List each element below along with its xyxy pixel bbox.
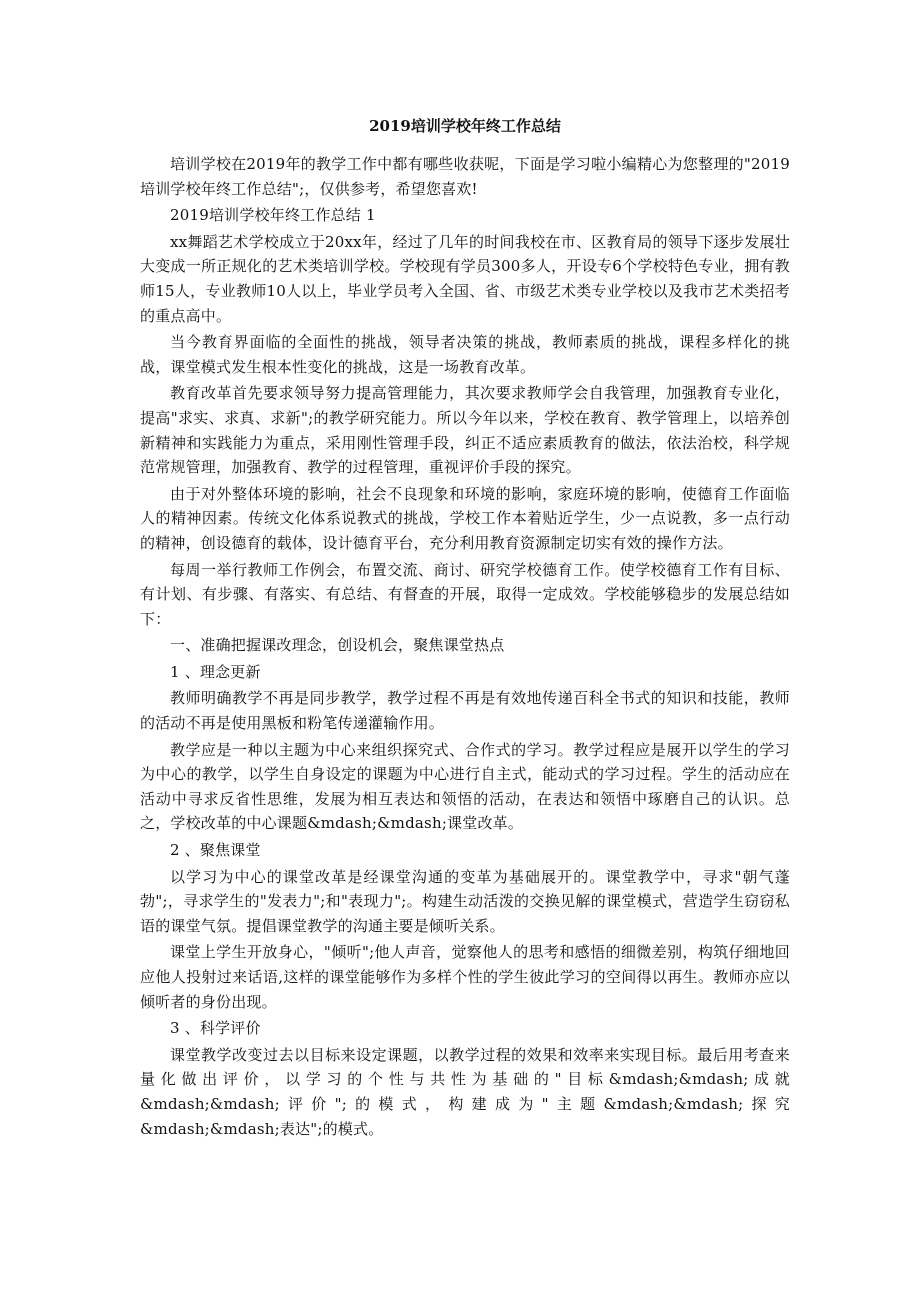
section-heading: 2019培训学校年终工作总结 1 [170, 206, 376, 225]
document-body [140, 152, 790, 1141]
body-paragraph: 每周一举行教师工作例会，布置交流、商讨、研究学校德育工作。使学校德育工作有目标、有计划、有步骤、有落实、有总结、有督查的开展，取得一定成效。学校能够稳步的发展总结如下： [140, 560, 790, 628]
subsection-heading: 一、准确把握课改理念，创设机会，聚焦课堂热点 [170, 636, 505, 655]
body-paragraph: 教育改革首先要求领导努力提高管理能力，其次要求教师学会自我管理，加强教育专业化，提高"求实、求真、求新";的教学研究能力。所以今年以来，学校在教育、教学管理上，以培养创新精神和实践能力为重点，采用刚性管理手段，纠正不适应素质教育的做法，依法治校，科学规范常规管理，加强教育、教学的过程管理，重视评价手段的探究。 [140, 384, 790, 477]
body-paragraph: 课堂教学改变过去以目标来设定课题，以教学过程的效果和效率来实现目标。最后用考查来量化做出评价，以学习的个性与共性为基础的"目标&mdash;&mdash;成就&mdash;&mdash;评价";的模式，构建成为"主题&mdash;&mdash;探究&mdash;&mdash;表达";的模式。 [140, 1045, 790, 1138]
body-paragraph: 课堂上学生开放身心，"倾听";他人声音，觉察他人的思考和感悟的细微差别，构筑仔细地回应他人投射过来话语,这样的课堂能够作为多样个性的学生彼此学习的空间得以再生。教师亦应以倾听者的身份出现。 [140, 943, 790, 1011]
item-heading: 3 、科学评价 [170, 1019, 261, 1038]
body-paragraph: 以学习为中心的课堂改革是经课堂沟通的变革为基础展开的。课堂教学中，寻求"朝气蓬勃";，寻求学生的"发表力";和"表现力";。构建生动活泼的交换见解的课堂模式，营造学生窃窃私语的课堂气氛。提倡课堂教学的沟通主要是倾听关系。 [140, 867, 790, 935]
body-paragraph: 由于对外整体环境的影响，社会不良现象和环境的影响，家庭环境的影响，使德育工作面临人的精神因素。传统文化体系说教式的挑战，学校工作本着贴近学生，少一点说教，多一点行动的精神，创设德育的载体，设计德育平台，充分利用教育资源制定切实有效的操作方法。 [140, 484, 790, 552]
body-paragraph: 教学应是一种以主题为中心来组织探究式、合作式的学习。教学过程应是展开以学生的学习为中心的教学，以学生自身设定的课题为中心进行自主式，能动式的学习过程。学生的活动应在活动中寻求反省性思维，发展为相互表达和领悟的活动，在表达和领悟中琢磨自己的认识。总之，学校改革的中心课题&mdash;&mdash;课堂改革。 [140, 740, 790, 833]
item-heading: 1 、理念更新 [170, 662, 261, 681]
document-title: 2019培训学校年终工作总结 [369, 117, 561, 135]
body-paragraph: 教师明确教学不再是同步教学，教学过程不再是有效地传递百科全书式的知识和技能，教师的活动不再是使用黑板和粉笔传递灌输作用。 [140, 689, 790, 733]
body-paragraph: 当今教育界面临的全面性的挑战，领导者决策的挑战，教师素质的挑战，课程多样化的挑战，课堂模式发生根本性变化的挑战，这是一场教育改革。 [140, 333, 790, 376]
intro-paragraph: 培训学校在2019年的教学工作中都有哪些收获呢，下面是学习啦小编精心为您整理的"2019培训学校年终工作总结";，仅供参考，希望您喜欢! [140, 155, 790, 198]
document-page [140, 114, 790, 1143]
body-paragraph: xx舞蹈艺术学校成立于20xx年，经过了几年的时间我校在市、区教育局的领导下逐步发展壮大变成一所正规化的艺术类培训学校。学校现有学员300多人，开设专6个学校特色专业，拥有教师15人，专业教师10人以上，毕业学员考入全国、省、市级艺术类专业学校以及我市艺术类招考的重点高中。 [140, 232, 790, 325]
item-heading: 2 、聚焦课堂 [170, 841, 261, 860]
